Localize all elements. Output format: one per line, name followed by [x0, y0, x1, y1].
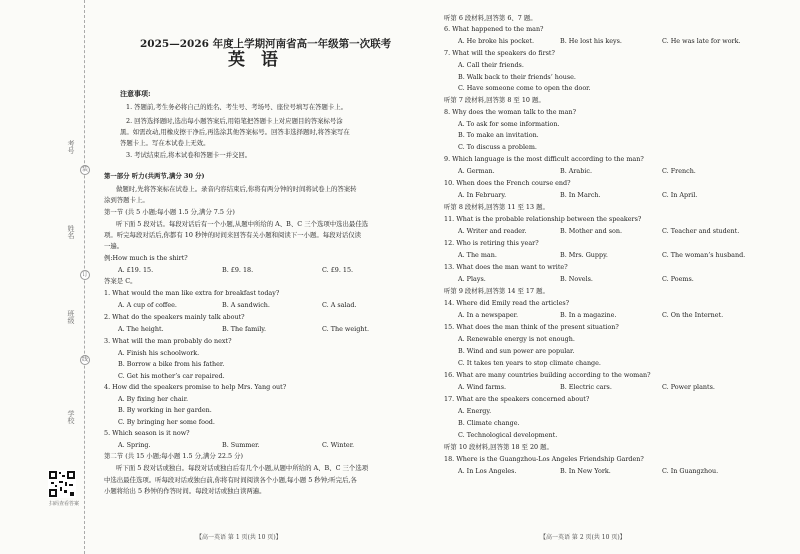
question: 12. Who is retiring this year? — [444, 239, 539, 247]
option: A. He broke his pocket. — [458, 37, 534, 45]
option: A. In a newspaper. — [458, 311, 518, 319]
question: 16. What are many countries building according to the woman? — [444, 371, 651, 379]
option: A. In February. — [458, 191, 507, 199]
binding-label: 学校 — [67, 410, 75, 424]
option: A. Plays. — [458, 275, 486, 283]
binding-strip — [0, 0, 90, 554]
option: B. By working in her garden. — [118, 406, 212, 414]
option: B. He lost his keys. — [560, 37, 622, 45]
binding-dot: 订 — [81, 271, 88, 278]
option: B. Walk back to their friends’ house. — [458, 73, 576, 81]
question: 6. What happened to the man? — [444, 25, 544, 33]
option: B. In New York. — [560, 467, 611, 475]
example-option: A. £19. 15. — [118, 266, 154, 274]
notes-line: 答题卡上。写在本试卷上无效。 — [120, 139, 210, 147]
notes-heading: 注意事项: — [120, 89, 151, 98]
question: 18. Where is the Guangzhou-Los Angeles Friendship Garden? — [444, 455, 644, 463]
page-2 — [440, 0, 780, 554]
option: C. Have someone come to open the door. — [458, 84, 591, 92]
option: A. The height. — [118, 325, 164, 333]
option: B. Novels. — [560, 275, 593, 283]
question: 17. What are the speakers concerned about? — [444, 395, 590, 403]
option: C. In April. — [662, 191, 698, 199]
example-option: C. £9. 15. — [322, 266, 354, 274]
binding-dot: 装 — [81, 166, 88, 173]
section2-intro: 小题将给出 5 秒钟的作答时间。每段对话或独白读两遍。 — [104, 487, 266, 495]
option: C. A salad. — [322, 301, 357, 309]
option: C. On the Internet. — [662, 311, 724, 319]
option: A. To ask for some information. — [458, 120, 560, 128]
option: C. Technological development. — [458, 431, 558, 439]
part1-heading: 第一部分 听力(共两节,满分 30 分) — [104, 172, 205, 180]
option: C. The weight. — [322, 325, 370, 333]
option: B. Mrs. Guppy. — [560, 251, 608, 259]
option: B. Mother and son. — [560, 227, 623, 235]
section2-intro: 听下面 5 段对话或独白。每段对话或独白后有几个小题,从题中所给的 A、B、C 三个选项 — [116, 464, 369, 472]
option: A. Wind farms. — [458, 383, 507, 391]
option: A. Renewable energy is not enough. — [458, 335, 575, 343]
option: B. Borrow a bike from his father. — [118, 360, 225, 368]
binding-label: 班级 — [67, 310, 75, 324]
option: C. Teacher and student. — [662, 227, 740, 235]
material-heading: 听第 8 段材料,回答第 11 至 13 题。 — [444, 203, 549, 211]
option: A. The man. — [458, 251, 497, 259]
option: B. Wind and sun power are popular. — [458, 347, 575, 355]
notes-line: 3. 考试结束后,将本试卷和答题卡一并交回。 — [126, 151, 252, 159]
option: A. In Los Angeles. — [458, 467, 517, 475]
notes-line: 黑。如需改动,用橡皮擦干净后,再选涂其他答案标号。回答非选择题时,将答案写在 — [120, 128, 350, 136]
option: B. In March. — [560, 191, 601, 199]
option: B. Electric cars. — [560, 383, 612, 391]
option: C. The woman’s husband. — [662, 251, 746, 259]
notes-line: 1. 答题前,考生务必将自己的姓名、考生号、考场号、座位号填写在答题卡上。 — [126, 103, 348, 111]
part1-intro: 做题时,先将答案标在试卷上。录音内容结束后,你将有两分钟的时间将试卷上的答案转 — [116, 185, 357, 193]
section1-intro: 一遍。 — [104, 242, 124, 250]
option: A. Spring. — [118, 441, 151, 449]
question: 9. Which language is the most difficult according to the man? — [444, 155, 644, 163]
section2-intro: 中选出最佳选项。听每段对话或独白前,你将有时间阅读各个小题,每小题 5 秒钟;听完后,各 — [104, 476, 357, 484]
page-footer: 【高一英语 第 1 页(共 10 页)】 — [196, 534, 282, 541]
option: C. Power plants. — [662, 383, 715, 391]
option: B. To make an invitation. — [458, 131, 539, 139]
notes-line: 2. 回答选择题时,选出每小题答案后,用铅笔把答题卡上对应题目的答案标号涂 — [126, 117, 343, 125]
question: 13. What does the man want to write? — [444, 263, 568, 271]
example-option: B. £9. 18. — [222, 266, 254, 274]
question: 3. What will the man probably do next? — [104, 337, 232, 345]
binding-dot: 线 — [81, 356, 88, 363]
material-heading: 听第 7 段材料,回答第 8 至 10 题。 — [444, 96, 545, 104]
option: C. To discuss a problem. — [458, 143, 537, 151]
question: 10. When does the French course end? — [444, 179, 571, 187]
option: A. By fixing her chair. — [118, 395, 189, 403]
binding-label: 姓名 — [67, 225, 75, 239]
material-heading: 听第 10 段材料,回答第 18 至 20 题。 — [444, 443, 553, 451]
option: C. In Guangzhou. — [662, 467, 719, 475]
option: B. Arabic. — [560, 167, 592, 175]
material-heading: 听第 9 段材料,回答第 14 至 17 题。 — [444, 287, 549, 295]
question: 15. What does the man think of the present situation? — [444, 323, 619, 331]
option: A. Energy. — [458, 407, 492, 415]
option: C. Poems. — [662, 275, 694, 283]
option: A. Finish his schoolwork. — [118, 349, 200, 357]
option: B. The family. — [222, 325, 267, 333]
option: C. He was late for work. — [662, 37, 741, 45]
subject-title: 英语 — [228, 50, 294, 70]
question: 5. Which season is it now? — [104, 429, 190, 437]
option: C. It takes ten years to stop climate change. — [458, 359, 601, 367]
section1-intro: 听下面 5 段对话。每段对话后有一个小题,从题中所给的 A、B、C 三个选项中选出最佳选 — [116, 220, 369, 228]
section2-heading: 第二节 (共 15 小题;每小题 1.5 分,满分 22.5 分) — [104, 452, 243, 460]
binding-label: 考号 — [67, 140, 75, 154]
option: A. Writer and reader. — [458, 227, 527, 235]
question: 11. What is the probable relationship between the speakers? — [444, 215, 642, 223]
option: B. Summer. — [222, 441, 260, 449]
page-footer: 【高一英语 第 2 页(共 10 页)】 — [540, 534, 626, 541]
question: 2. What do the speakers mainly talk about? — [104, 313, 245, 321]
section1-heading: 第一节 (共 5 小题;每小题 1.5 分,满分 7.5 分) — [104, 208, 235, 216]
option: B. Climate change. — [458, 419, 520, 427]
option: C. French. — [662, 167, 696, 175]
part1-intro: 涂到答题卡上。 — [104, 196, 149, 204]
option: C. By bringing her some food. — [118, 418, 215, 426]
qr-caption: 扫码查看答案 — [48, 501, 79, 507]
option: C. Winter. — [322, 441, 355, 449]
question: 4. How did the speakers promise to help Mrs. Yang out? — [104, 383, 287, 391]
example-answer: 答案是 C。 — [104, 277, 137, 285]
question: 7. What will the speakers do first? — [444, 49, 555, 57]
option: B. In a magazine. — [560, 311, 617, 319]
question: 1. What would the man like extra for breakfast today? — [104, 289, 280, 297]
option: A. A cup of coffee. — [118, 301, 177, 309]
option: A. German. — [458, 167, 495, 175]
section1-intro: 项。听完每段对话后,你都有 10 秒钟的时间来回答有关小题和阅读下一小题。每段对话仅读 — [104, 231, 362, 239]
exam-title: 2025—2026 年度上学期河南省高一年级第一次联考 — [140, 38, 392, 50]
option: A. Call their friends. — [458, 61, 524, 69]
material-heading: 听第 6 段材料,回答第 6、7 题。 — [444, 14, 537, 22]
page-1 — [100, 0, 430, 554]
question: 8. Why does the woman talk to the man? — [444, 108, 577, 116]
option: C. Get his mother’s car repaired. — [118, 372, 225, 380]
example-question: 例:How much is the shirt? — [104, 254, 188, 262]
qr-code-icon[interactable] — [48, 470, 76, 498]
question: 14. Where did Emily read the articles? — [444, 299, 570, 307]
option: B. A sandwich. — [222, 301, 270, 309]
